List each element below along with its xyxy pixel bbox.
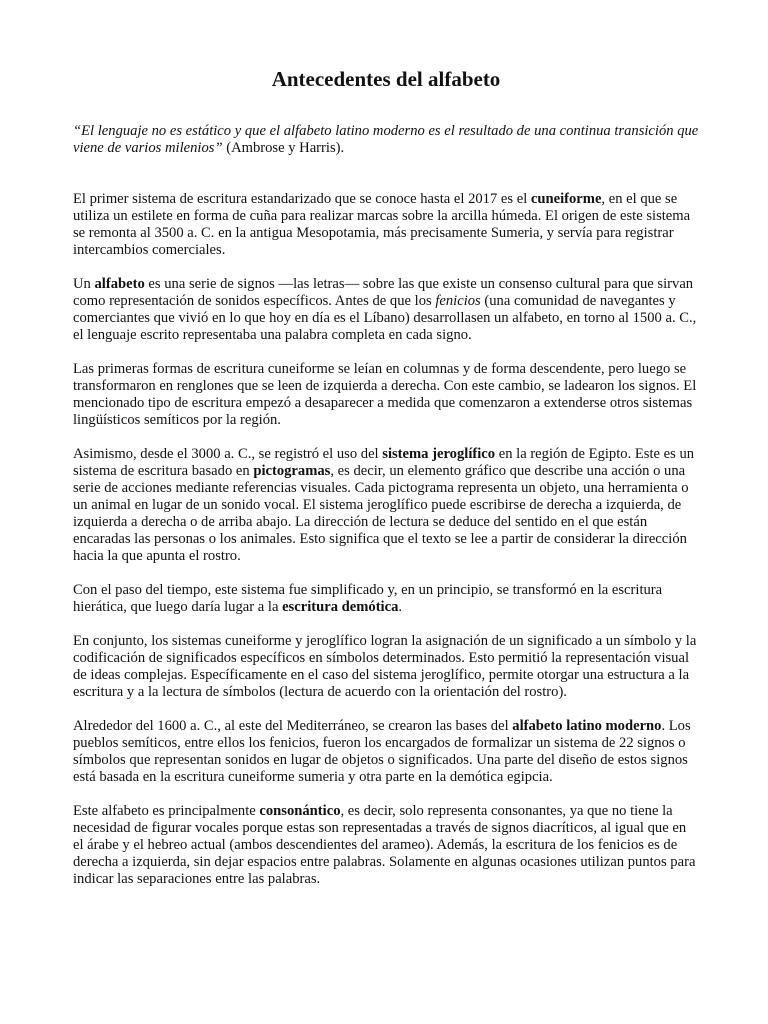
opening-quote xyxy=(73,123,699,157)
paragraph-systems: En conjunto, los sistemas cuneiforme y jeroglífico logran la asignación de un significado a un símbolo y la codificación de significados específicos en símbolos determinados. Esto permitió la representación visual de ideas complejas. Específicamente en el caso del sistema jeroglífico, permite otorgar una estructura a la escritura y a la lectura de símbolos (lectura de acuerdo con la orientación del rostro). xyxy=(73,633,697,700)
text-run: , es decir, un elemento gráfico que describe una acción o una serie de acciones mediante referencias visuales. Cada pictograma representa un objeto, una herramienta o un animal en lugar de un sonido vocal. El sistema jeroglífico puede escribirse de derecha a izquierda, de izquierda a derecha o de arriba abajo. La dirección de lectura se deduce del sentido en el que están encaradas las personas o los animales. Esto significa que el texto se lee a partir de considerar la dirección hacia la que apunta el rostro. xyxy=(73,463,689,564)
text-run: Un xyxy=(73,276,95,292)
text-run: , es decir, solo representa consonantes, ya que no tiene la necesidad de figurar vocales porque estas son representadas a través de signos diacríticos, al igual que en el árabe y el hebreo actual (ambos descendientes del arameo). Además, la escritura de los fenicios es de derecha a izquierda, sin dejar espacios entre palabras. Solamente en algunas ocasiones utilizan puntos para indicar las separaciones entre las palabras. xyxy=(73,803,696,887)
text-run: Con el paso del tiempo, este sistema fue simplificado y, en un principio, se transformó en la escritura hierática, que luego daría lugar a la xyxy=(73,582,663,615)
bold-term: alfabeto latino moderno xyxy=(512,718,662,734)
bold-term: cuneiforme xyxy=(530,191,602,207)
text-run: . Los pueblos semíticos, entre ellos los fenicios, fueron los encargados de formalizar un sistema de 22 signos o símbolos que representan sonidos en lugar de objetos o significados. Una parte del diseño de estos signos está basada en la escritura cuneiforme sumeria y otra parte en la demótica egipcia. xyxy=(73,718,691,785)
quote-text: “El lenguaje no es estático y que el alfabeto latino moderno es el resultado de una continua transición que viene de varios milenios” xyxy=(73,123,699,156)
paragraph-latin-alphabet xyxy=(73,718,699,786)
quote-attribution: (Ambrose y Harris). xyxy=(222,140,345,156)
text-run: , en el que se utiliza un estilete en forma de cuña para realizar marcas sobre la arcilla húmeda. El origen de este sistema se remonta al 3500 a. C. en la antigua Mesopotamia, más precisamente Sumeria, y servía para registrar intercambios comerciales. xyxy=(73,191,691,258)
text-run: El primer sistema de escritura estandarizado que se conoce hasta el 2017 es el xyxy=(73,191,531,207)
bold-term: alfabeto xyxy=(94,276,145,292)
paragraph-alphabet xyxy=(73,276,699,344)
text-run: Este alfabeto es principalmente xyxy=(73,803,260,819)
paragraph-hieroglyphic xyxy=(73,446,699,565)
text-run: . xyxy=(398,599,403,615)
bold-term: escritura demótica xyxy=(282,599,399,615)
text-run: (una comunidad de navegantes y comerciantes que vivió en lo que hoy en día es el Líbano) desarrollasen un alfabeto, en torno al 1500 a. C., el lenguaje escrito representaba una palabra completa en cada signo. xyxy=(73,293,697,343)
text-run: es una serie de signos —las letras— sobre las que existe un consenso cultural para que sirvan como representación de sonidos específicos. Antes de que los xyxy=(73,276,694,309)
paragraph-cuneiform xyxy=(73,191,699,259)
text-run: Asimismo, desde el 3000 a. C., se registró el uso del xyxy=(73,446,383,462)
paragraph-consonantal xyxy=(73,803,699,888)
paragraph-early-forms: Las primeras formas de escritura cuneiforme se leían en columnas y de forma descendente, pero luego se transformaron en renglones que se leen de izquierda a derecha. Con este cambio, se ladearon los signos. El mencionado tipo de escritura empezó a desaparecer a medida que comenzaron a extenderse otros sistemas lingüísticos semíticos por la región. xyxy=(73,361,697,428)
document-page xyxy=(73,64,699,905)
bold-term: pictogramas xyxy=(253,463,331,479)
bold-term: consonántico xyxy=(259,803,341,819)
bold-term: sistema jeroglífico xyxy=(382,446,496,462)
text-run: Alrededor del 1600 a. C., al este del Mediterráneo, se crearon las bases del xyxy=(73,718,513,734)
italic-term: fenicios xyxy=(435,293,481,309)
text-run: en la región de Egipto. Este es un sistema de escritura basado en xyxy=(73,446,695,479)
document-title: Antecedentes del alfabeto xyxy=(271,67,501,91)
paragraph-demotic xyxy=(73,582,699,616)
